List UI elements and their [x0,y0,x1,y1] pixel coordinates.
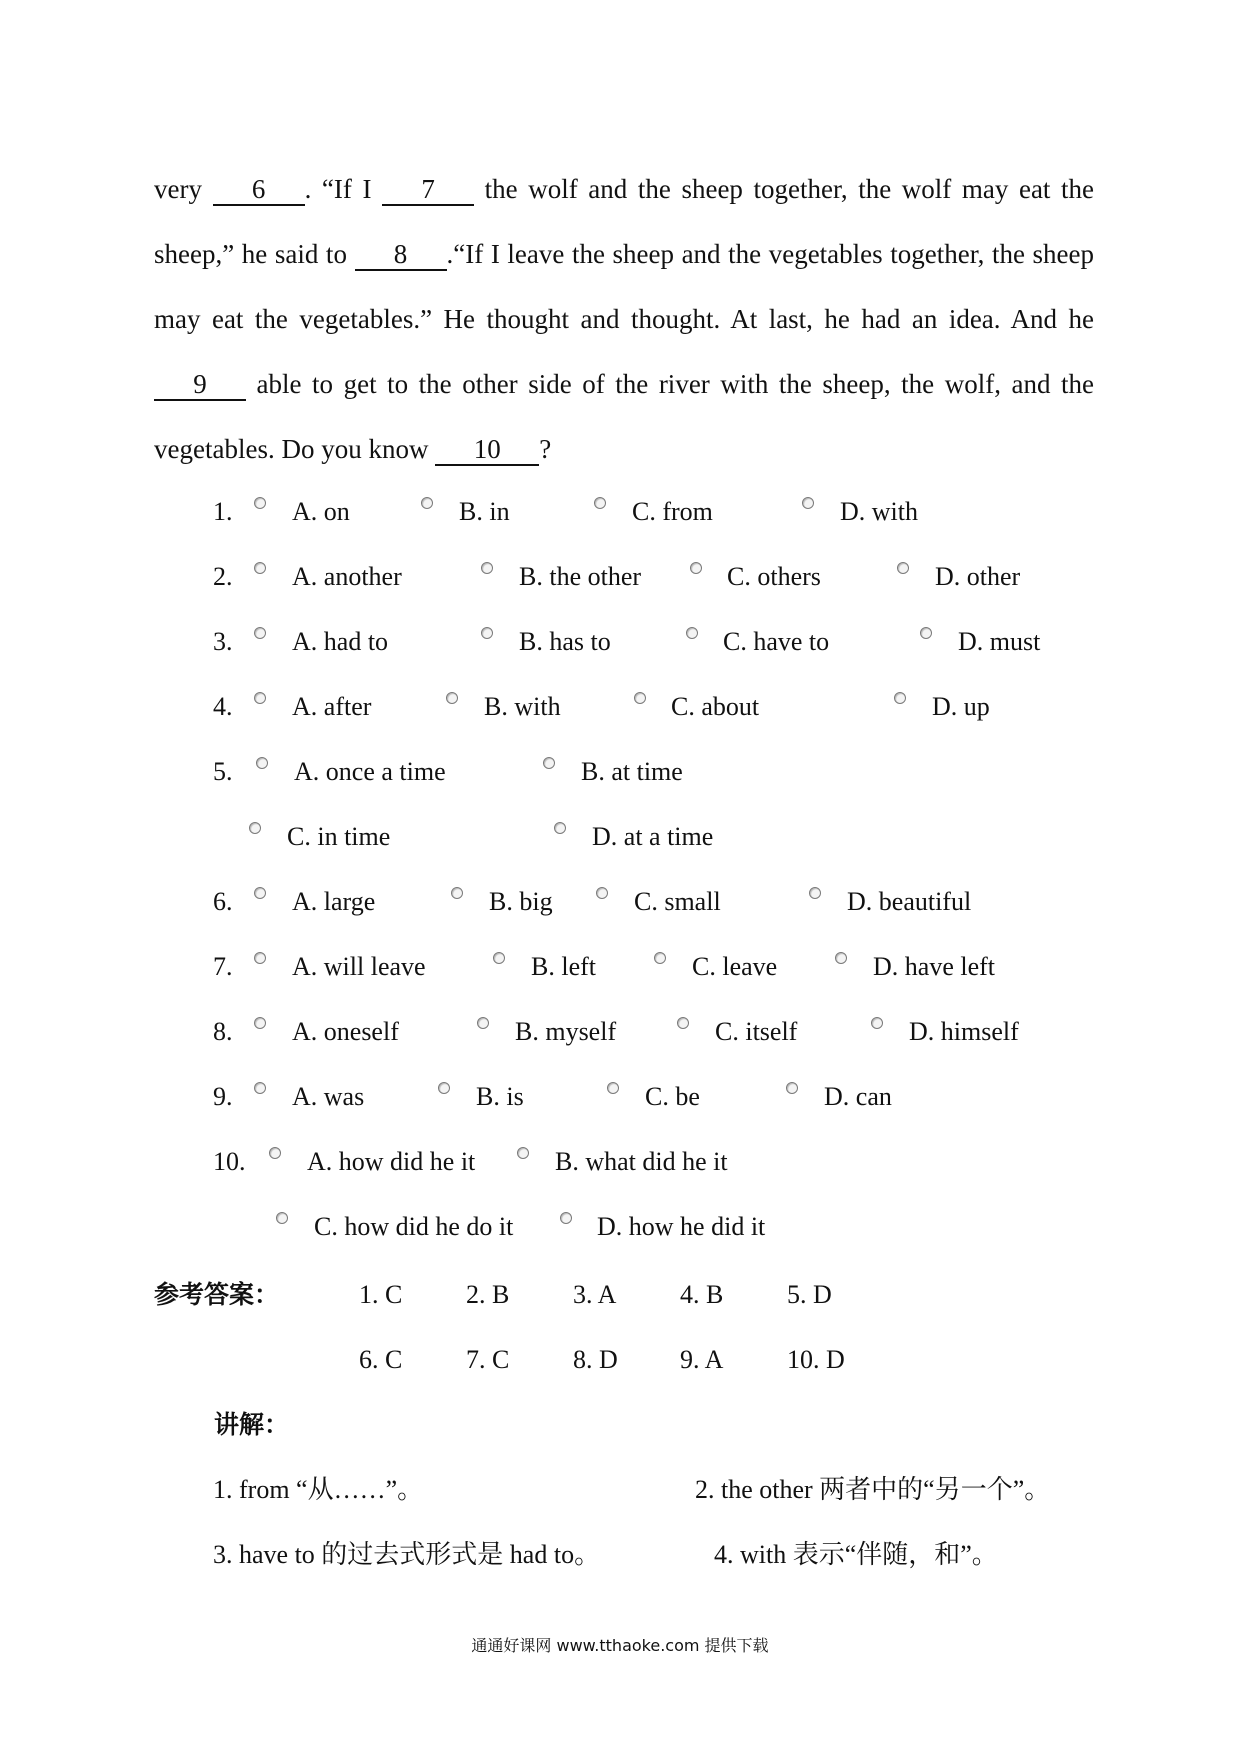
option-6b: B. big [489,887,553,916]
radio-5a[interactable] [256,757,268,769]
blank-6: 6 [213,174,305,206]
radio-6a[interactable] [254,887,266,899]
option-8a: A. oneself [292,1017,399,1046]
radio-7a[interactable] [254,952,266,964]
passage-text: very [154,174,213,204]
option-9a: A. was [292,1082,365,1111]
radio-4b[interactable] [446,692,458,704]
radio-6c[interactable] [596,887,608,899]
option-8b: B. myself [515,1017,617,1046]
radio-3b[interactable] [481,627,493,639]
option-10b: B. what did he it [555,1147,728,1176]
radio-8a[interactable] [254,1017,266,1029]
question-number: 8. [213,1017,233,1046]
option-2d: D. other [935,562,1021,591]
option-1c: C. from [632,497,713,526]
question-number: 10. [213,1147,246,1176]
option-7d: D. have left [873,952,996,981]
option-9d: D. can [824,1082,892,1111]
option-7b: B. left [531,952,596,981]
answer-item: 5. D [787,1280,832,1309]
question-number: 7. [213,952,233,981]
blank-9: 9 [154,369,246,401]
option-3c: C. have to [723,627,830,656]
answer-item: 10. D [787,1345,845,1374]
option-5c: C. in time [287,822,391,851]
option-6a: A. large [292,887,376,916]
page-footer: 通通好课网 www.tthaoke.com 提供下载 [471,1636,769,1655]
question-number: 5. [213,757,233,786]
radio-3d[interactable] [920,627,932,639]
blank-7: 7 [382,174,474,206]
question-number: 2. [213,562,233,591]
radio-3c[interactable] [686,627,698,639]
answer-item: 7. C [466,1345,510,1374]
radio-9a[interactable] [254,1082,266,1094]
radio-2a[interactable] [254,562,266,574]
radio-4d[interactable] [894,692,906,704]
option-4c: C. about [671,692,760,721]
radio-5c[interactable] [249,822,261,834]
radio-2b[interactable] [481,562,493,574]
answer-item: 1. C [359,1280,403,1309]
option-7c: C. leave [692,952,778,981]
option-10d: D. how he did it [597,1212,766,1241]
option-8c: C. itself [715,1017,798,1046]
radio-2c[interactable] [690,562,702,574]
radio-8d[interactable] [871,1017,883,1029]
option-4b: B. with [484,692,561,721]
radio-10b[interactable] [517,1147,529,1159]
question-number: 3. [213,627,233,656]
option-1a: A. on [292,497,350,526]
option-5a: A. once a time [294,757,446,786]
radio-9d[interactable] [786,1082,798,1094]
blank-8: 8 [355,239,447,271]
radio-10c[interactable] [276,1212,288,1224]
option-1d: D. with [840,497,918,526]
radio-5b[interactable] [543,757,555,769]
explanation-item: 3. have to 的过去式形式是 had to。 [213,1540,601,1569]
option-3d: D. must [958,627,1041,656]
option-2b: B. the other [519,562,642,591]
option-4d: D. up [932,692,990,721]
question-number: 4. [213,692,233,721]
answer-item: 6. C [359,1345,403,1374]
radio-4c[interactable] [634,692,646,704]
radio-3a[interactable] [254,627,266,639]
answer-item: 9. A [680,1345,724,1374]
question-number: 9. [213,1082,233,1111]
option-5d: D. at a time [592,822,714,851]
radio-6b[interactable] [451,887,463,899]
option-2a: A. another [292,562,402,591]
radio-7c[interactable] [654,952,666,964]
option-3a: A. had to [292,627,389,656]
explanation-item: 1. from “从……”。 [213,1475,424,1504]
radio-8c[interactable] [677,1017,689,1029]
option-9c: C. be [645,1082,700,1111]
radio-8b[interactable] [477,1017,489,1029]
option-3b: B. has to [519,627,611,656]
option-2c: C. others [727,562,821,591]
radio-1b[interactable] [421,497,433,509]
answers-heading: 参考答案： [154,1280,280,1309]
passage-text: ? [539,434,552,464]
option-9b: B. is [476,1082,524,1111]
explanation-item: 2. the other 两者中的“另一个”。 [695,1475,1051,1504]
passage-text: the wolf and the sheep together, the wolf may eat the sheep,” he said to [154,174,1095,269]
radio-10d[interactable] [560,1212,572,1224]
explanation-item: 4. with 表示“伴随，和”。 [714,1540,998,1569]
question-number: 1. [213,497,233,526]
option-6c: C. small [634,887,721,916]
radio-9b[interactable] [438,1082,450,1094]
option-8d: D. himself [909,1017,1019,1046]
option-7a: A. will leave [292,952,426,981]
radio-5d[interactable] [554,822,566,834]
option-4a: A. after [292,692,372,721]
blank-10: 10 [435,434,539,466]
passage-text: able to get to the other side of the river with the sheep, the wolf, and the vegetables. Do you know [154,369,1094,464]
explanation-heading: 讲解： [214,1410,290,1439]
question-number: 6. [213,887,233,916]
passage-text: . “If I [304,174,383,204]
radio-1a[interactable] [254,497,266,509]
passage-text: .“If I leave the sheep and the vegetables together, the sheep may eat the vegetables.” He thought and thought. At last, he had an idea. And he [154,239,1094,334]
option-6d: D. beautiful [847,887,972,916]
radio-6d[interactable] [809,887,821,899]
option-10c: C. how did he do it [314,1212,514,1241]
radio-4a[interactable] [254,692,266,704]
cloze-passage [154,157,1094,482]
option-5b: B. at time [581,757,683,786]
option-1b: B. in [459,497,510,526]
radio-10a[interactable] [269,1147,281,1159]
radio-9c[interactable] [607,1082,619,1094]
radio-1d[interactable] [802,497,814,509]
radio-2d[interactable] [897,562,909,574]
radio-7d[interactable] [835,952,847,964]
radio-1c[interactable] [594,497,606,509]
option-10a: A. how did he it [307,1147,476,1176]
radio-7b[interactable] [493,952,505,964]
answer-item: 4. B [680,1280,724,1309]
answer-item: 8. D [573,1345,618,1374]
answer-item: 2. B [466,1280,510,1309]
answer-item: 3. A [573,1280,617,1309]
